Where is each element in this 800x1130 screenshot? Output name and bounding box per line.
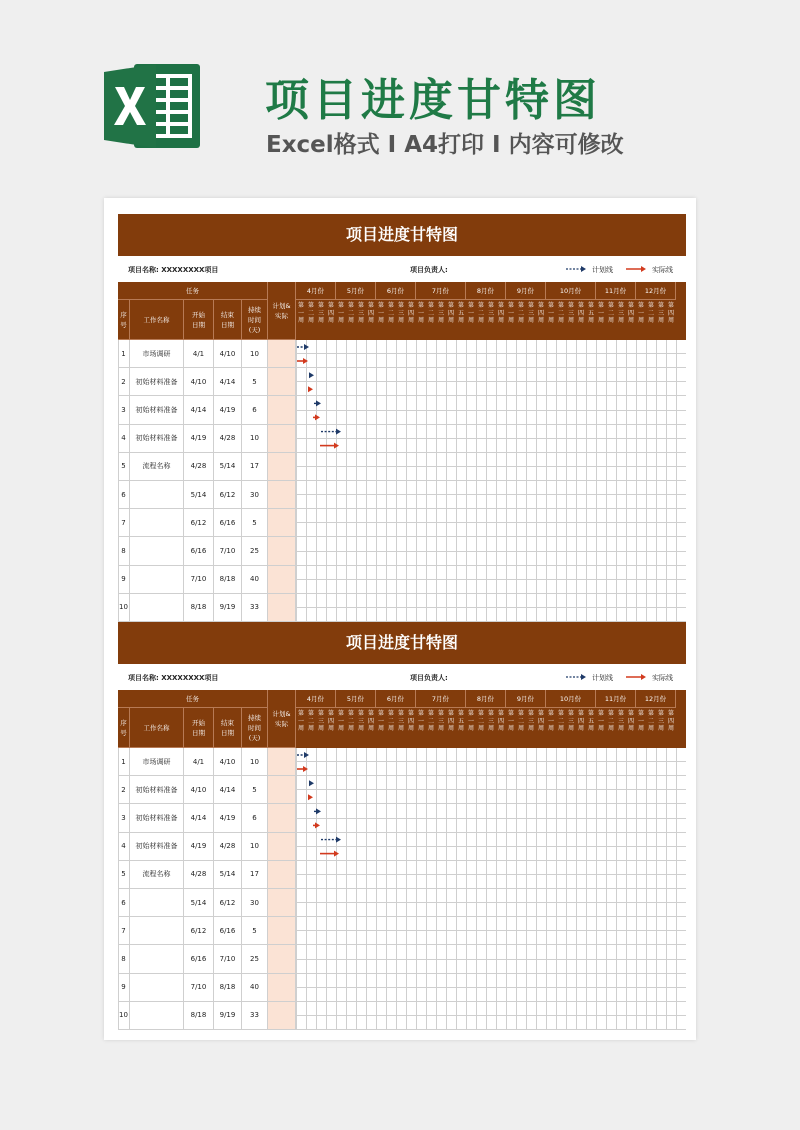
start-date-cell: 4/28 [184, 861, 214, 888]
duration-cell: 17 [242, 861, 268, 888]
sheet-page [104, 198, 696, 1040]
month-header: 12月份 [636, 690, 676, 708]
gantt-table-1 [118, 214, 686, 622]
week-header: 第一周 [377, 710, 384, 733]
week-header: 第一周 [417, 302, 424, 325]
end-date-header: 结束日期 [214, 708, 242, 748]
actual-legend-label: 实际线 [652, 266, 673, 274]
duration-header: 持续时间(天) [242, 708, 268, 748]
start-date-cell: 7/10 [184, 974, 214, 1001]
owner-label: 项目负责人: [410, 266, 448, 274]
week-header: 第一周 [297, 710, 304, 733]
duration-cell: 33 [242, 594, 268, 621]
end-date-cell: 6/12 [214, 481, 242, 508]
excel-logo-icon [104, 60, 204, 152]
week-header: 第四周 [327, 302, 334, 325]
start-date-cell: 6/12 [184, 509, 214, 536]
seq-cell: 7 [118, 917, 130, 944]
week-header: 第一周 [417, 710, 424, 733]
work-name-cell: 市场调研 [130, 340, 184, 367]
week-header: 第四周 [447, 302, 454, 325]
seq-cell: 8 [118, 537, 130, 564]
page-title: 项目进度甘特图 [265, 75, 601, 126]
plan-legend-icon [566, 260, 586, 278]
project-name-label: 项目名称: XXXXXXXX项目 [128, 674, 219, 682]
end-date-header: 结束日期 [214, 300, 242, 340]
end-date-cell: 6/16 [214, 917, 242, 944]
week-header: 第三周 [357, 302, 364, 325]
week-header: 第三周 [487, 710, 494, 733]
duration-cell: 10 [242, 833, 268, 860]
week-header: 第五周 [457, 302, 464, 325]
end-date-cell: 4/28 [214, 425, 242, 452]
week-header: 第二周 [647, 710, 654, 733]
week-header: 第三周 [657, 710, 664, 733]
month-header: 10月份 [546, 690, 596, 708]
week-header: 第四周 [537, 302, 544, 325]
actual-legend-label: 实际线 [652, 674, 673, 682]
work-name-header: 工作名称 [130, 708, 184, 748]
month-header: 12月份 [636, 282, 676, 300]
week-header: 第一周 [547, 302, 554, 325]
week-header: 第三周 [567, 710, 574, 733]
info-row [118, 664, 686, 690]
duration-cell: 25 [242, 945, 268, 972]
week-header: 第四周 [497, 302, 504, 325]
start-date-header: 开始日期 [184, 300, 214, 340]
month-header: 8月份 [466, 690, 506, 708]
month-header: 4月份 [296, 690, 336, 708]
info-row [118, 256, 686, 282]
month-header: 9月份 [506, 690, 546, 708]
week-header: 第一周 [337, 710, 344, 733]
start-date-cell: 4/1 [184, 748, 214, 775]
seq-cell: 10 [118, 594, 130, 621]
end-date-cell: 4/14 [214, 776, 242, 803]
week-header: 第二周 [477, 302, 484, 325]
week-header: 第三周 [437, 302, 444, 325]
seq-cell: 4 [118, 425, 130, 452]
actual-bar [320, 443, 339, 449]
start-date-cell: 5/14 [184, 889, 214, 916]
start-date-cell: 5/14 [184, 481, 214, 508]
week-header: 第五周 [457, 710, 464, 733]
end-date-cell: 4/14 [214, 368, 242, 395]
week-header: 第四周 [627, 710, 634, 733]
week-header: 第一周 [507, 710, 514, 733]
owner-label: 项目负责人: [410, 674, 448, 682]
week-header: 第四周 [627, 302, 634, 325]
duration-cell: 5 [242, 776, 268, 803]
end-date-cell: 7/10 [214, 945, 242, 972]
month-header: 7月份 [416, 690, 466, 708]
duration-cell: 6 [242, 804, 268, 831]
week-header: 第一周 [547, 710, 554, 733]
end-date-cell: 4/19 [214, 804, 242, 831]
week-header: 第四周 [577, 302, 584, 325]
seq-cell: 3 [118, 396, 130, 423]
seq-cell: 5 [118, 861, 130, 888]
end-date-cell: 8/18 [214, 974, 242, 1001]
week-header: 第一周 [467, 710, 474, 733]
week-header: 第五周 [587, 302, 594, 325]
week-header: 第四周 [407, 302, 414, 325]
week-header: 第四周 [537, 710, 544, 733]
week-header: 第四周 [667, 302, 674, 325]
start-date-cell: 4/14 [184, 396, 214, 423]
end-date-cell: 9/19 [214, 594, 242, 621]
start-date-cell: 4/19 [184, 833, 214, 860]
seq-cell: 1 [118, 340, 130, 367]
week-header: 第二周 [557, 302, 564, 325]
week-header: 第二周 [387, 710, 394, 733]
plan-bar [314, 400, 321, 406]
start-date-cell: 7/10 [184, 566, 214, 593]
week-header: 第一周 [597, 710, 604, 733]
week-header: 第一周 [467, 302, 474, 325]
duration-cell: 5 [242, 917, 268, 944]
week-header: 第四周 [497, 710, 504, 733]
start-date-cell: 8/18 [184, 594, 214, 621]
plan-legend-label: 计划线 [592, 266, 613, 274]
end-date-cell: 6/12 [214, 889, 242, 916]
week-header: 第三周 [437, 710, 444, 733]
gantt-bars [118, 748, 686, 1030]
month-header: 10月份 [546, 282, 596, 300]
month-header: 6月份 [376, 282, 416, 300]
month-header: 11月份 [596, 690, 636, 708]
start-date-cell: 8/18 [184, 1002, 214, 1029]
week-header: 第二周 [347, 710, 354, 733]
actual-bar [320, 851, 339, 857]
left-border [118, 748, 119, 1030]
start-date-cell: 6/16 [184, 945, 214, 972]
plan-bar [314, 808, 321, 814]
month-header: 6月份 [376, 690, 416, 708]
end-date-cell: 4/10 [214, 748, 242, 775]
week-header: 第四周 [577, 710, 584, 733]
work-name-header: 工作名称 [130, 300, 184, 340]
week-header: 第三周 [397, 302, 404, 325]
duration-cell: 33 [242, 1002, 268, 1029]
week-header: 第二周 [517, 302, 524, 325]
week-header: 第二周 [307, 302, 314, 325]
week-header: 第一周 [637, 710, 644, 733]
work-name-cell: 初始材料准备 [130, 833, 184, 860]
week-header: 第四周 [667, 710, 674, 733]
table-header [118, 690, 686, 748]
duration-cell: 40 [242, 974, 268, 1001]
week-header: 第二周 [477, 710, 484, 733]
work-name-cell: 初始材料准备 [130, 396, 184, 423]
week-header: 第二周 [607, 710, 614, 733]
seq-cell: 9 [118, 974, 130, 1001]
week-header: 第一周 [637, 302, 644, 325]
month-header: 4月份 [296, 282, 336, 300]
duration-cell: 25 [242, 537, 268, 564]
seq-cell: 5 [118, 453, 130, 480]
table-body [118, 748, 686, 1030]
duration-cell: 10 [242, 425, 268, 452]
duration-cell: 6 [242, 396, 268, 423]
month-header: 5月份 [336, 282, 376, 300]
seq-cell: 10 [118, 1002, 130, 1029]
week-header: 第一周 [297, 302, 304, 325]
actual-bar [308, 794, 313, 800]
week-header: 第一周 [337, 302, 344, 325]
week-header: 第三周 [487, 302, 494, 325]
start-date-cell: 6/12 [184, 917, 214, 944]
duration-cell: 5 [242, 368, 268, 395]
week-header: 第三周 [567, 302, 574, 325]
start-date-cell: 4/10 [184, 776, 214, 803]
start-date-cell: 4/19 [184, 425, 214, 452]
month-header: 9月份 [506, 282, 546, 300]
plan-bar [309, 372, 314, 378]
duration-cell: 10 [242, 748, 268, 775]
seq-cell: 8 [118, 945, 130, 972]
work-name-cell: 流程名称 [130, 453, 184, 480]
seq-cell: 6 [118, 481, 130, 508]
week-header: 第四周 [407, 710, 414, 733]
end-date-cell: 5/14 [214, 453, 242, 480]
table-header [118, 282, 686, 340]
seq-cell: 2 [118, 776, 130, 803]
week-header: 第四周 [367, 302, 374, 325]
month-header: 5月份 [336, 690, 376, 708]
work-name-cell: 流程名称 [130, 861, 184, 888]
plan-actual-header: 计划&实际 [268, 690, 296, 748]
week-header: 第三周 [527, 710, 534, 733]
actual-bar [297, 766, 308, 772]
week-header: 第二周 [557, 710, 564, 733]
actual-bar [308, 386, 313, 392]
end-date-cell: 6/16 [214, 509, 242, 536]
actual-bar [313, 414, 320, 420]
duration-cell: 40 [242, 566, 268, 593]
week-header: 第一周 [377, 302, 384, 325]
sheet-title: 项目进度甘特图 [118, 622, 686, 664]
actual-bar [297, 358, 308, 364]
month-header: 11月份 [596, 282, 636, 300]
week-header: 第三周 [357, 710, 364, 733]
week-header: 第二周 [517, 710, 524, 733]
month-header: 8月份 [466, 282, 506, 300]
week-header: 第五周 [587, 710, 594, 733]
duration-cell: 10 [242, 340, 268, 367]
week-header: 第三周 [527, 302, 534, 325]
week-header: 第二周 [427, 302, 434, 325]
week-header: 第四周 [447, 710, 454, 733]
plan-bar [321, 837, 341, 843]
plan-legend-label: 计划线 [592, 674, 613, 682]
duration-header: 持续时间(天) [242, 300, 268, 340]
week-header: 第二周 [427, 710, 434, 733]
work-name-cell: 初始材料准备 [130, 776, 184, 803]
sheet-title: 项目进度甘特图 [118, 214, 686, 256]
plan-bar [321, 429, 341, 435]
week-header: 第三周 [317, 302, 324, 325]
actual-legend-icon [626, 668, 646, 686]
duration-cell: 17 [242, 453, 268, 480]
task-header: 任务 [118, 690, 268, 708]
start-date-cell: 6/16 [184, 537, 214, 564]
end-date-cell: 4/28 [214, 833, 242, 860]
week-header: 第三周 [397, 710, 404, 733]
plan-bar [297, 344, 309, 350]
gantt-bars [118, 340, 686, 622]
start-date-cell: 4/10 [184, 368, 214, 395]
duration-cell: 5 [242, 509, 268, 536]
week-header: 第二周 [347, 302, 354, 325]
gantt-table-2 [118, 622, 686, 1030]
week-header: 第四周 [327, 710, 334, 733]
end-date-cell: 5/14 [214, 861, 242, 888]
week-header: 第二周 [647, 302, 654, 325]
week-header: 第三周 [617, 710, 624, 733]
duration-cell: 30 [242, 889, 268, 916]
week-header: 第四周 [367, 710, 374, 733]
left-border [118, 340, 119, 622]
actual-bar [313, 822, 320, 828]
start-date-header: 开始日期 [184, 708, 214, 748]
end-date-cell: 4/19 [214, 396, 242, 423]
end-date-cell: 7/10 [214, 537, 242, 564]
seq-cell: 7 [118, 509, 130, 536]
end-date-cell: 8/18 [214, 566, 242, 593]
seq-cell: 3 [118, 804, 130, 831]
work-name-cell: 初始材料准备 [130, 368, 184, 395]
week-header: 第一周 [597, 302, 604, 325]
week-header: 第三周 [657, 302, 664, 325]
start-date-cell: 4/14 [184, 804, 214, 831]
week-header: 第二周 [307, 710, 314, 733]
seq-header: 序号 [118, 708, 130, 748]
task-header: 任务 [118, 282, 268, 300]
seq-cell: 2 [118, 368, 130, 395]
work-name-cell: 市场调研 [130, 748, 184, 775]
week-header: 第三周 [617, 302, 624, 325]
seq-cell: 6 [118, 889, 130, 916]
month-header: 7月份 [416, 282, 466, 300]
plan-legend-icon [566, 668, 586, 686]
project-name-label: 项目名称: XXXXXXXX项目 [128, 266, 219, 274]
start-date-cell: 4/28 [184, 453, 214, 480]
work-name-cell: 初始材料准备 [130, 425, 184, 452]
seq-cell: 4 [118, 833, 130, 860]
end-date-cell: 9/19 [214, 1002, 242, 1029]
plan-actual-header: 计划&实际 [268, 282, 296, 340]
table-body [118, 340, 686, 622]
seq-cell: 9 [118, 566, 130, 593]
week-header: 第三周 [317, 710, 324, 733]
plan-bar [309, 780, 314, 786]
work-name-cell: 初始材料准备 [130, 804, 184, 831]
seq-header: 序号 [118, 300, 130, 340]
start-date-cell: 4/1 [184, 340, 214, 367]
page-subtitle: Excel格式 I A4打印 I 内容可修改 [266, 132, 624, 158]
duration-cell: 30 [242, 481, 268, 508]
seq-cell: 1 [118, 748, 130, 775]
week-header: 第一周 [507, 302, 514, 325]
plan-bar [297, 752, 309, 758]
week-header: 第二周 [607, 302, 614, 325]
week-header: 第二周 [387, 302, 394, 325]
end-date-cell: 4/10 [214, 340, 242, 367]
actual-legend-icon [626, 260, 646, 278]
